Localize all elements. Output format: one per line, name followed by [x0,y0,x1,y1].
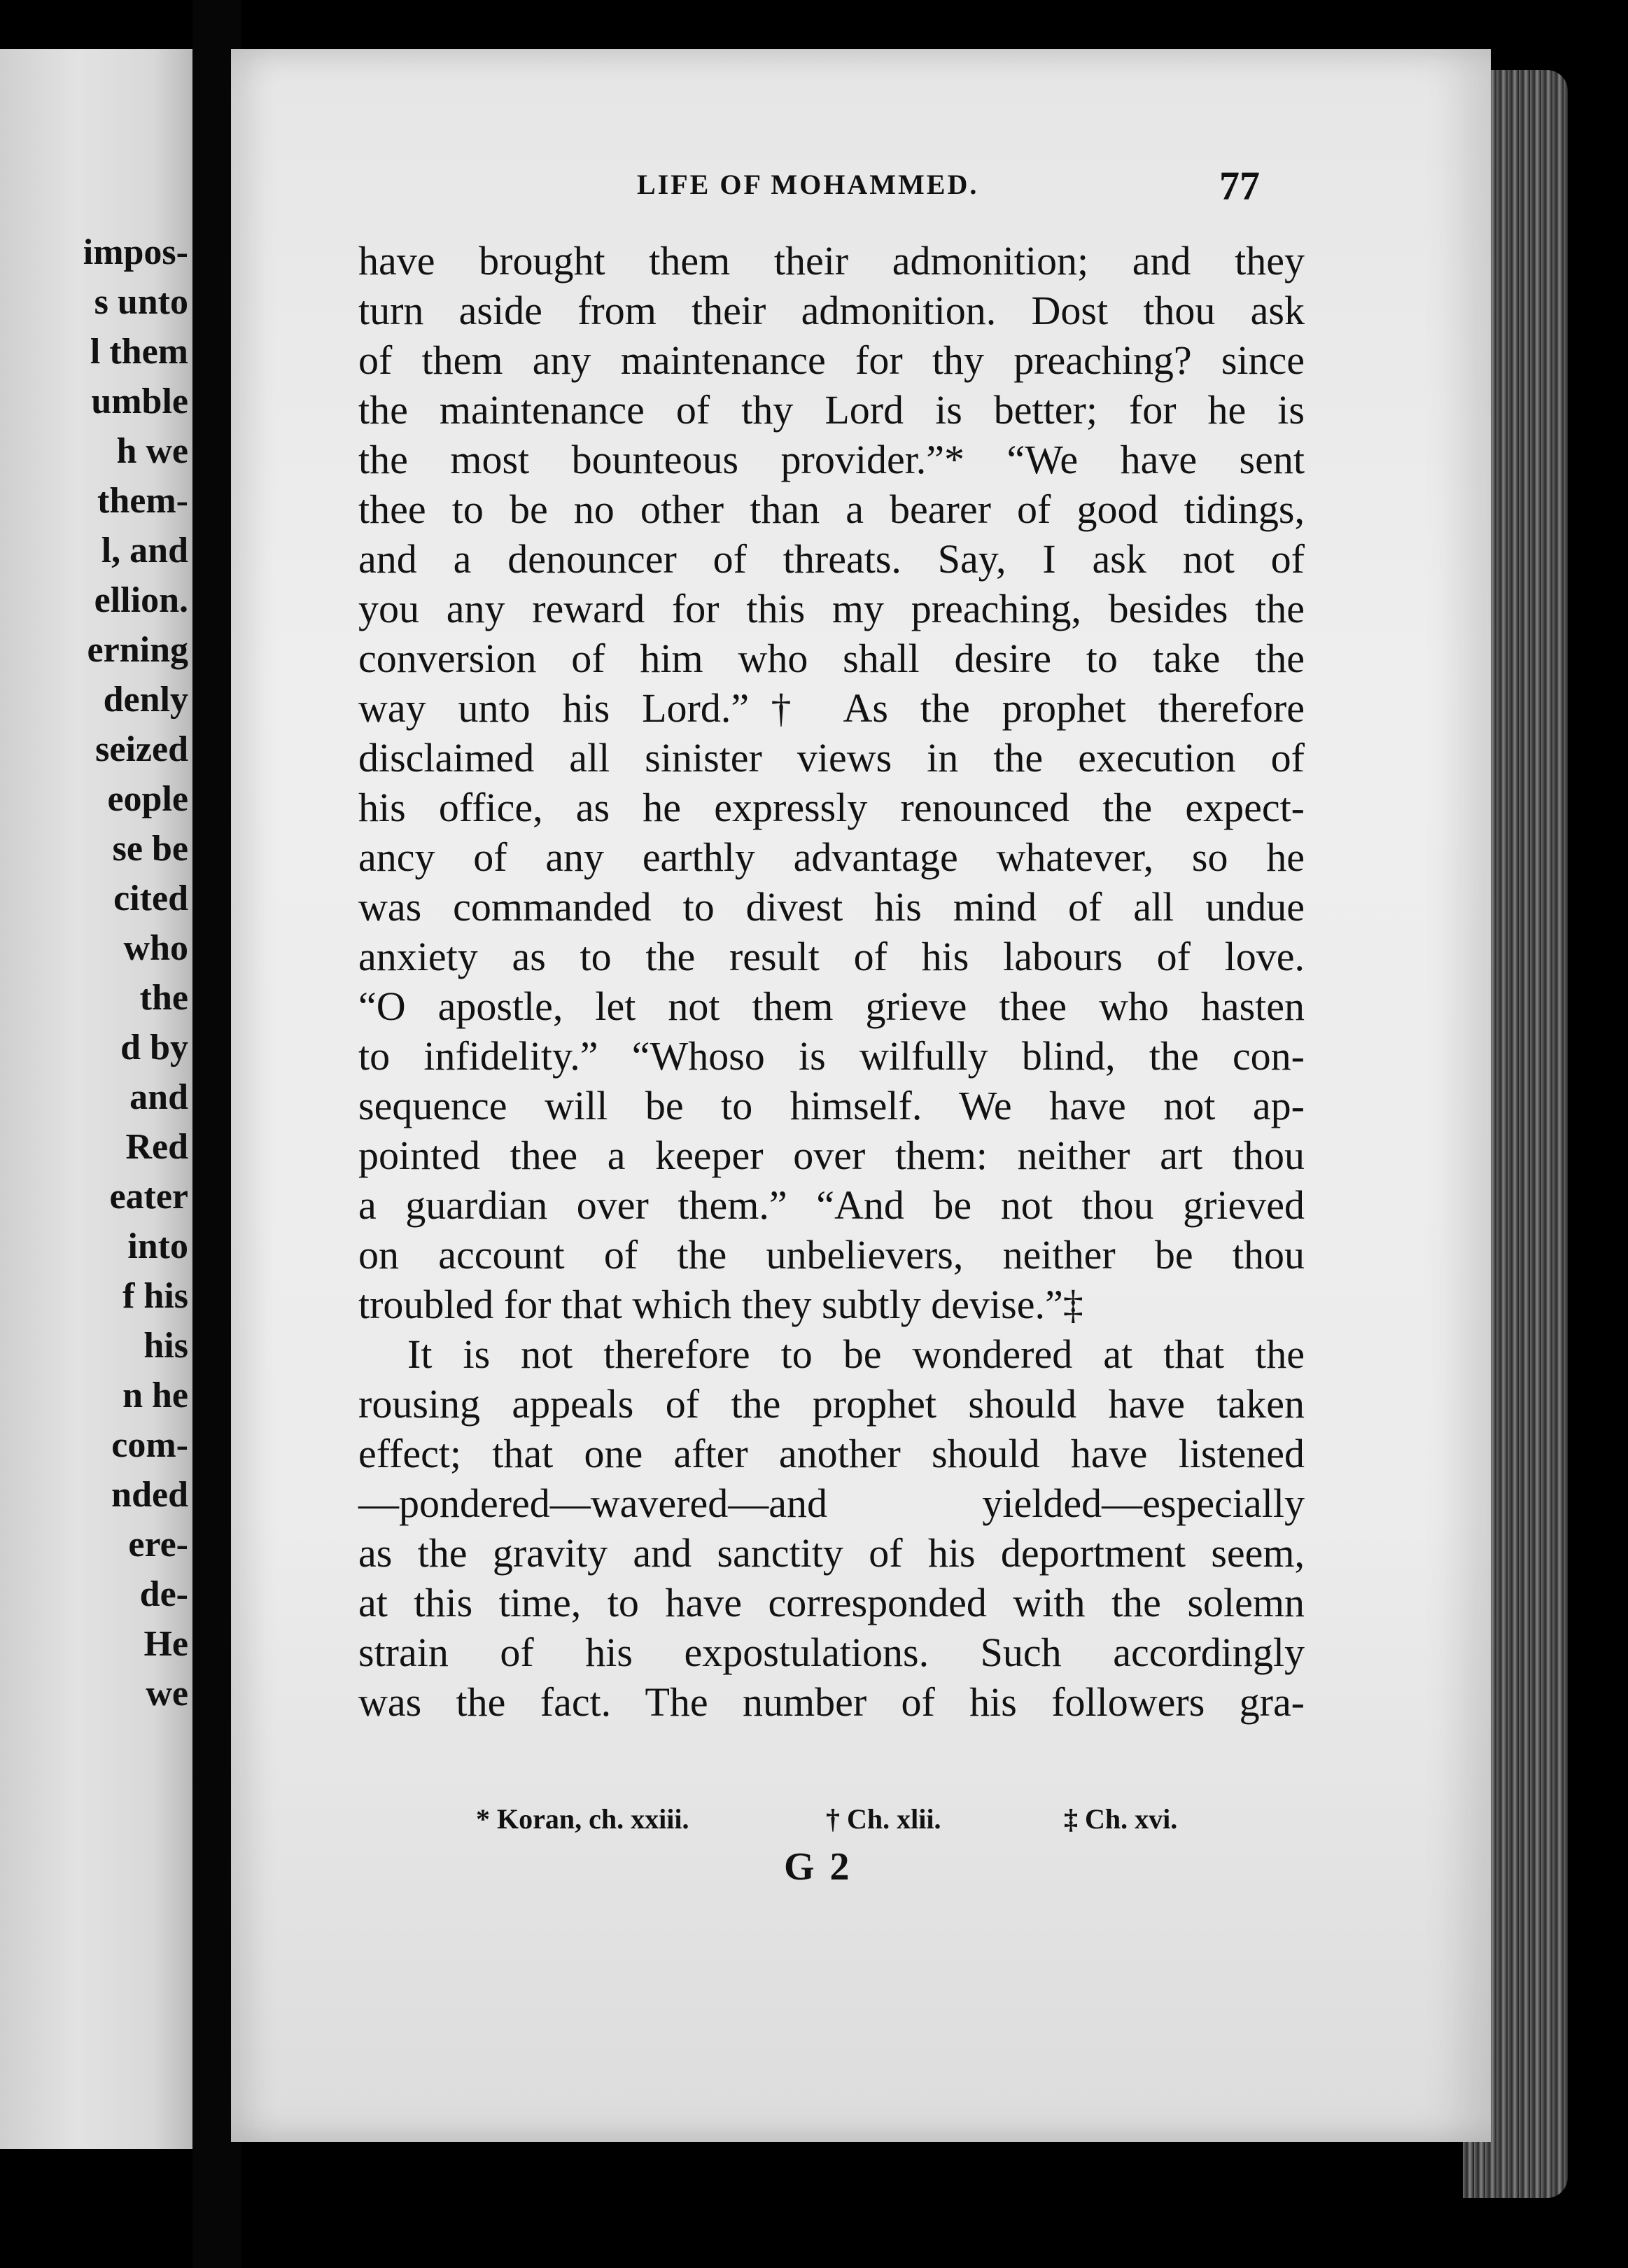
text-line: have brought them their admonition; and they [358,238,1305,284]
text-line: his office, as he expressly renounced the expect- [358,785,1305,830]
previous-page-line: de- [139,1574,188,1614]
text-line: conversion of him who shall desire to take the [358,636,1305,681]
previous-page-line: umble [91,382,188,421]
previous-page-line: Red [125,1127,188,1167]
body-text [358,236,1305,1727]
text-line: the most bounteous provider.”* “We have sent [358,437,1305,482]
text-line: the maintenance of thy Lord is better; for he is [358,387,1305,433]
text-line: was the fact. The number of his followers gra- [358,1679,1305,1725]
text-line: disclaimed all sinister views in the execution of [358,735,1305,780]
previous-page-line: cited [113,878,188,918]
previous-page-line: impos- [83,232,188,272]
text-line: ancy of any earthly advantage whatever, so he [358,834,1305,880]
text-line: you any reward for this my preaching, besides the [358,586,1305,631]
text-line: to infidelity.” “Whoso is wilfully blind, the con- [358,1033,1305,1079]
previous-page-line: who [123,928,188,968]
text-line: thee to be no other than a bearer of good tidings, [358,486,1305,532]
previous-page-line: com- [111,1425,188,1465]
previous-page [0,49,192,2149]
text-line: of them any maintenance for thy preaching? since [358,337,1305,383]
text-line: pointed thee a keeper over them: neither art thou [358,1133,1305,1178]
text-line: sequence will be to himself. We have not ap- [358,1083,1305,1128]
previous-page-line: nded [111,1475,188,1515]
previous-page-line: his [143,1326,188,1366]
text-line: anxiety as to the result of his labours of love. [358,934,1305,979]
previous-page-text [0,227,192,1718]
text-line: and a denouncer of threats. Say, I ask not of [358,536,1305,582]
previous-page-line: erning [87,630,188,670]
footnote: † Ch. xlii. [826,1803,941,1835]
text-line: It is not therefore to be wondered at that the [407,1331,1305,1377]
signature-mark: G 2 [784,1845,852,1889]
text-line: turn aside from their admonition. Dost thou ask [358,288,1305,333]
running-title: LIFE OF MOHAMMED. [637,169,979,200]
previous-page-line: l, and [101,531,188,570]
previous-page-line: into [127,1226,188,1266]
previous-page-line: f his [122,1276,188,1316]
text-line: rousing appeals of the prophet should have taken [358,1381,1305,1427]
previous-page-line: ere- [128,1525,188,1564]
previous-page-line: He [143,1624,188,1664]
previous-page-line: h we [116,431,188,471]
text-line: effect; that one after another should have listened [358,1431,1305,1476]
previous-page-line: l them [90,332,188,372]
previous-page-line: n he [122,1376,188,1415]
text-line: a guardian over them.” “And be not thou grieved [358,1182,1305,1228]
previous-page-line: ellion. [94,580,188,620]
text-line: way unto his Lord.”† As the prophet therefore [358,685,1305,731]
text-line: at this time, to have corresponded with the solemn [358,1580,1305,1625]
text-line: as the gravity and sanctity of his deportment seem, [358,1530,1305,1576]
page-number: 77 [1219,163,1260,209]
text-line: “O apostle, let not them grieve thee who hasten [358,983,1305,1029]
text-line: was commanded to divest his mind of all undue [358,884,1305,930]
text-line: strain of his expostulations. Such accordingly [358,1630,1305,1675]
previous-page-line: s unto [94,282,188,322]
text-line: on account of the unbelievers, neither be thou [358,1232,1305,1278]
previous-page-line: and [129,1077,188,1117]
running-head [630,162,1260,209]
previous-page-line: the [139,978,188,1018]
previous-page-line: we [146,1674,188,1714]
previous-page-line: d by [120,1028,188,1068]
previous-page-line: eater [109,1177,188,1217]
text-line: —pondered—wavered—and yielded—especially [358,1480,1305,1526]
footnote: * Koran, ch. xxiii. [476,1803,689,1835]
text-line: troubled for that which they subtly devise.”‡ [358,1282,1083,1327]
previous-page-line: denly [103,680,188,720]
footnote: ‡ Ch. xvi. [1064,1803,1178,1835]
previous-page-line: se be [112,829,188,869]
previous-page-line: seized [95,729,188,769]
previous-page-line: them- [97,481,188,521]
previous-page-line: eople [107,779,188,819]
footnotes [476,1802,1190,1844]
